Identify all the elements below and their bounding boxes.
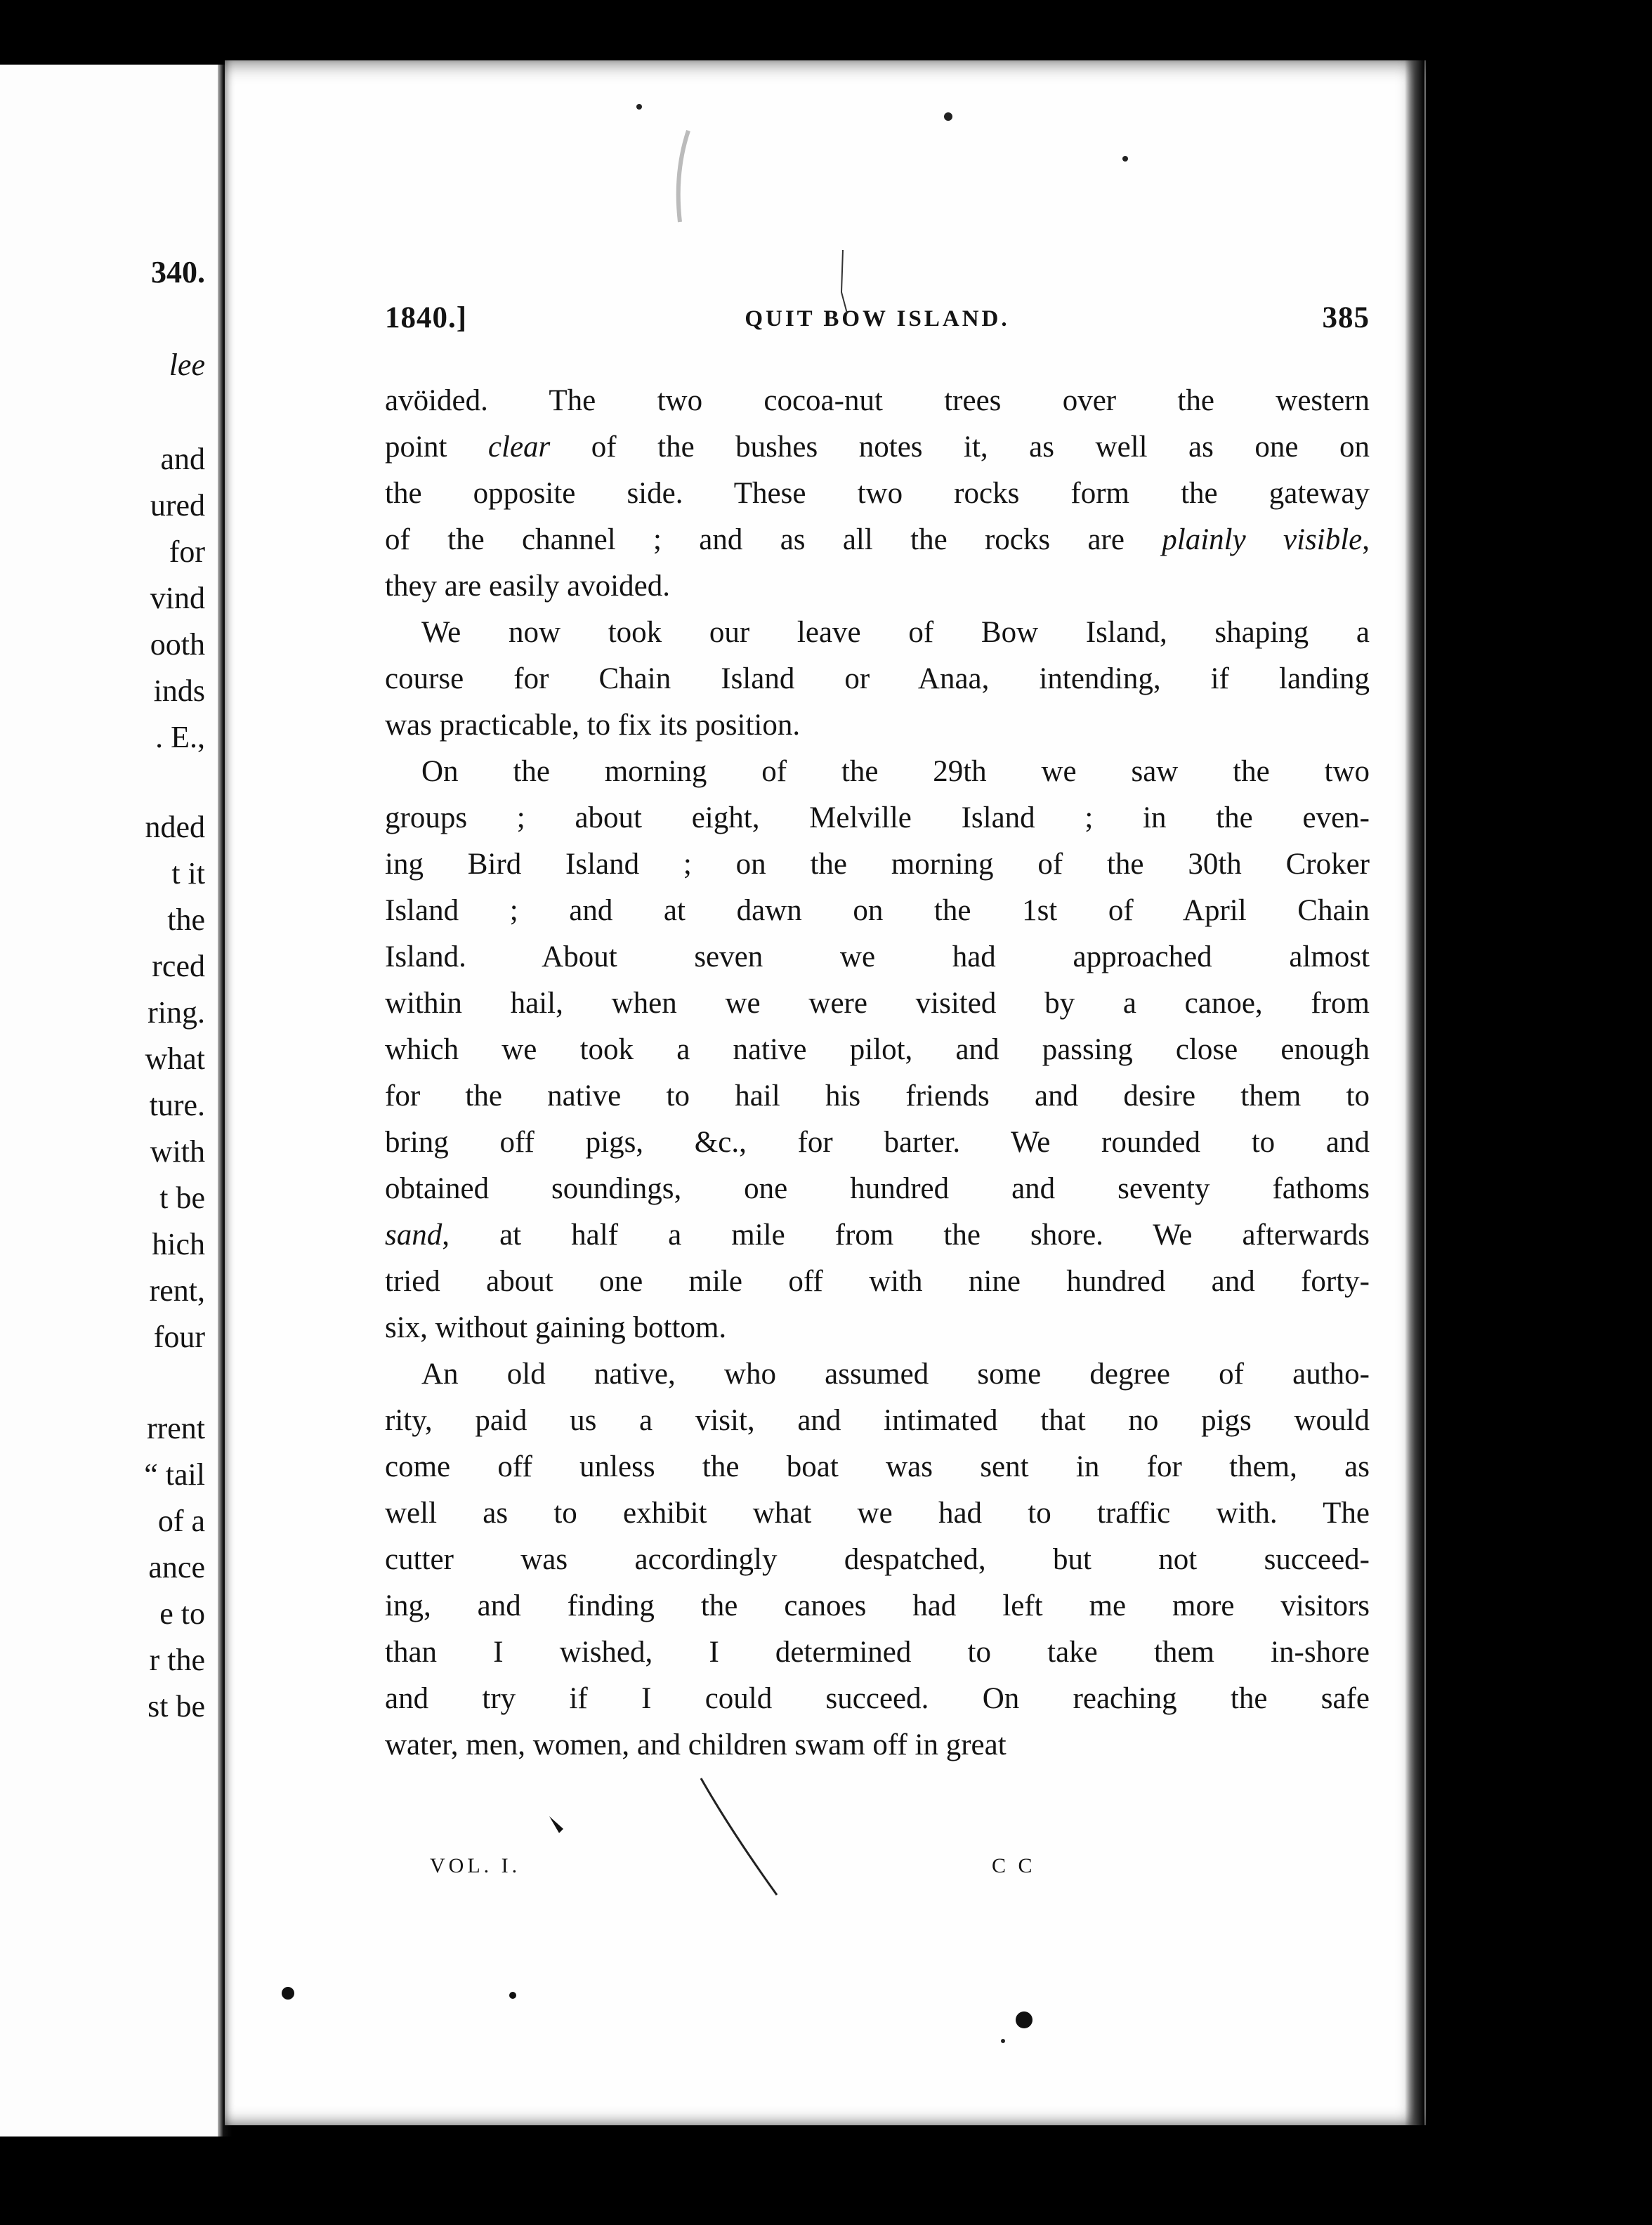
text-line: was practicable, to fix its position. <box>385 709 801 742</box>
text-line: An old native, who assumed some degree of autho- <box>421 1358 1370 1391</box>
text-line: than I wished, I determined to take them in-shore <box>385 1636 1370 1669</box>
text-line: ing Bird Island ; on the morning of the 30th Croker <box>385 848 1370 881</box>
text-line: six, without gaining bottom. <box>385 1311 727 1344</box>
previous-page-fragment: ture. <box>149 1088 205 1122</box>
text-line: Island. About seven we had approached almost <box>385 940 1370 973</box>
previous-page-fragment: ooth <box>150 627 205 662</box>
text-line: groups ; about eight, Melville Island ; in the even- <box>385 801 1370 834</box>
previous-page-fragment: ance <box>148 1550 205 1584</box>
previous-page-fragment: t be <box>159 1181 205 1215</box>
signature-mark-volume: VOL. I. <box>430 1854 521 1877</box>
previous-page-fragment: for <box>169 534 205 569</box>
previous-page-fragment: inds <box>153 674 205 708</box>
previous-page-fragment: ured <box>150 488 205 523</box>
previous-page-fragment: lee <box>169 348 205 382</box>
italic-word: clear <box>487 431 551 464</box>
running-header-title: QUIT BOW ISLAND. <box>745 306 1010 332</box>
text-line: and try if I could succeed. On reaching the safe <box>385 1682 1370 1715</box>
text-line: cutter was accordingly despatched, but not succeed- <box>385 1543 1370 1576</box>
text-line: tried about one mile off with nine hundred and forty- <box>385 1265 1370 1298</box>
previous-page-fragment: rent, <box>149 1273 205 1308</box>
page-number: 385 <box>1322 301 1370 334</box>
text-line: We now took our leave of Bow Island, shaping a <box>421 616 1370 649</box>
text-line: come off unless the boat was sent in for them, as <box>385 1450 1370 1483</box>
previous-page-fragment: st be <box>148 1689 205 1724</box>
previous-page-fragment: rced <box>152 949 205 983</box>
text-line: rity, paid us a visit, and intimated that no pigs would <box>385 1404 1370 1437</box>
previous-page-fragment: of a <box>157 1504 205 1538</box>
scan-artifacts <box>225 60 1426 2125</box>
previous-page-fragment: rrent <box>146 1411 205 1445</box>
previous-page-fragment: hich <box>152 1227 205 1261</box>
text-line: which we took a native pilot, and passing close enough <box>385 1033 1370 1066</box>
previous-page-fragment: nded <box>145 810 205 844</box>
text-line: course for Chain Island or Anaa, intending, if landing <box>385 662 1370 695</box>
text-line: avöided. The two cocoa-nut trees over the western <box>385 384 1370 417</box>
previous-page-fragment: t it <box>171 856 205 891</box>
text-line: the opposite side. These two rocks form the gateway <box>385 477 1370 510</box>
text-line: within hail, when we were visited by a canoe, from <box>385 987 1370 1020</box>
previous-page-fragment: ring. <box>148 995 205 1030</box>
text-line: of the channel ; and as all the rocks are plainly visible, <box>385 523 1370 556</box>
text-line: they are easily avoided. <box>385 570 670 603</box>
previous-page-fragment: 340. <box>151 255 205 289</box>
previous-page-fragment: the <box>167 903 205 937</box>
previous-page-fragment: r the <box>149 1643 205 1677</box>
text-line: for the native to hail his friends and desire them to <box>385 1079 1370 1112</box>
text-line: bring off pigs, &c., for barter. We rounded to and <box>385 1126 1370 1159</box>
previous-page-fragment: four <box>153 1320 205 1354</box>
page-edge-shadow <box>1405 60 1424 2125</box>
text-line: point clear of the bushes notes it, as well as one on <box>385 431 1370 464</box>
previous-page-fragment: what <box>145 1042 205 1076</box>
running-header-year: 1840.] <box>385 301 468 334</box>
text-line: sand, at half a mile from the shore. We afterwards <box>385 1219 1370 1252</box>
previous-page-fragment: vind <box>150 581 205 615</box>
text-line: Island ; and at dawn on the 1st of April Chain <box>385 894 1370 927</box>
previous-page <box>0 65 219 2137</box>
previous-page-fragment: and <box>160 442 205 476</box>
book-page <box>225 60 1426 2125</box>
text-line: On the morning of the 29th we saw the two <box>421 755 1370 788</box>
previous-page-fragment: “ tail <box>144 1457 205 1492</box>
text-line: water, men, women, and children swam off in great <box>385 1728 1007 1761</box>
previous-page-fragment: . E., <box>155 720 205 754</box>
italic-word: sand <box>385 1219 442 1252</box>
italic-word: plainly visible <box>1162 523 1363 556</box>
previous-page-fragment: with <box>150 1134 205 1169</box>
text-line: ing, and finding the canoes had left me more visitors <box>385 1589 1370 1622</box>
previous-page-fragment: e to <box>159 1596 205 1631</box>
signature-mark-gathering: C C <box>992 1854 1036 1877</box>
text-line: well as to exhibit what we had to traffic with. The <box>385 1497 1370 1530</box>
text-line: obtained soundings, one hundred and seventy fathoms <box>385 1172 1370 1205</box>
